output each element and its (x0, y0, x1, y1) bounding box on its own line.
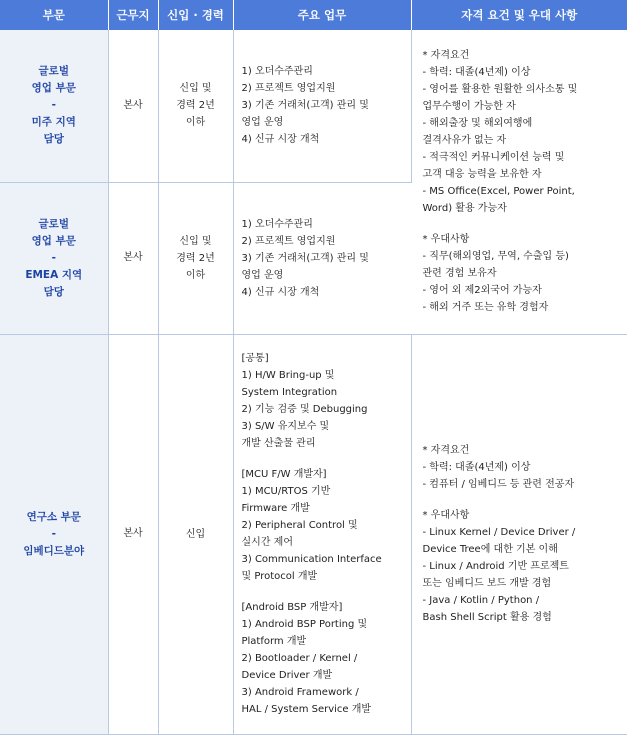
text-line: 2) 기능 검증 및 Debugging (241, 404, 368, 415)
text-line: 1) Android BSP Porting 및 (241, 619, 368, 630)
duties-cell (233, 334, 411, 734)
text-line: 경력 2년 (176, 252, 215, 264)
text-line: 연구소 부문 (26, 510, 81, 523)
header-requirements: 자격 요건 및 우대 사항 (411, 0, 627, 30)
text-line: 영업 운영 (241, 269, 284, 281)
text-line: 실시간 제어 (241, 537, 293, 548)
text-line: 미주 지역 (31, 116, 76, 129)
text-line: EMEA 지역 (25, 268, 83, 281)
text-line: 담당 (43, 133, 64, 146)
text-line: 및 Protocol 개발 (241, 571, 318, 582)
text-line: 3) 기존 거래처(고객) 관리 및 (241, 252, 369, 264)
text-line: 글로벌 (38, 65, 69, 78)
career-cell (158, 30, 233, 182)
text-line: 고객 대응 능력을 보유한 자 (422, 169, 542, 181)
text-line: 경력 2년 (176, 100, 215, 112)
text-line: - (51, 99, 56, 112)
header-duties: 주요 업무 (233, 0, 411, 30)
career-cell (158, 334, 233, 734)
duties-cell (233, 30, 411, 182)
text-line: 1) 오더수주관리 (241, 66, 313, 78)
table-row (0, 334, 627, 734)
text-line: * 우대사항 (422, 234, 470, 246)
text-line: Word) 활용 가능자 (422, 203, 507, 215)
text-line: 2) 프로젝트 영업지원 (241, 235, 336, 247)
text-line: - (51, 251, 56, 264)
text-line: 3) 기존 거래처(고객) 관리 및 (241, 100, 369, 112)
text-line: 영업 부문 (31, 82, 76, 95)
text-line: 이하 (185, 269, 206, 281)
location-cell: 본사 (108, 30, 158, 182)
text-line: [공통] (241, 353, 269, 364)
requirements-cell (411, 30, 627, 334)
text-line: 2) Peripheral Control 및 (241, 520, 358, 531)
table-header-row (0, 0, 627, 30)
text-line (242, 585, 405, 599)
text-line (242, 452, 405, 466)
text-line: 글로벌 (38, 217, 69, 230)
text-line: 4) 신규 시장 개척 (241, 286, 320, 298)
text-line: 3) Communication Interface (241, 554, 382, 565)
text-line (423, 493, 622, 507)
text-line: 4) 신규 시장 개척 (241, 134, 320, 146)
header-location: 근무지 (108, 0, 158, 30)
table-row (0, 30, 627, 182)
dept-cell (0, 334, 108, 734)
requirements-cell (411, 334, 627, 734)
text-line: 개발 산출물 관리 (241, 438, 316, 449)
text-line: 1) H/W Bring-up 및 (241, 370, 335, 381)
header-dept: 부문 (0, 0, 108, 30)
text-line: Bash Shell Script 활용 경험 (422, 612, 552, 623)
text-line: - 적극적인 커뮤니케이션 능력 및 (422, 152, 565, 164)
text-line: - (51, 527, 56, 540)
text-line: Platform 개발 (241, 636, 307, 647)
location-cell: 본사 (108, 182, 158, 334)
text-line: * 우대사항 (422, 510, 470, 521)
dept-cell (0, 182, 108, 334)
text-line: 관련 경험 보유자 (422, 268, 497, 280)
text-line: 신입 (185, 528, 206, 540)
text-line: - Linux Kernel / Device Driver / (422, 527, 576, 538)
text-line: - 해외출장 및 해외여행에 (422, 118, 533, 130)
text-line: - 학력: 대졸(4년제) 이상 (422, 67, 531, 79)
text-line: 2) 프로젝트 영업지원 (241, 83, 336, 95)
location-cell: 본사 (108, 334, 158, 734)
text-line: 2) Bootloader / Kernel / (241, 653, 358, 664)
career-cell (158, 182, 233, 334)
text-line: - 해외 거주 또는 유학 경험자 (422, 302, 549, 314)
text-line (423, 217, 622, 231)
duties-cell (233, 182, 411, 334)
text-line: - 영어를 활용한 원활한 의사소통 및 (422, 84, 578, 96)
text-line: 임베디드분야 (23, 544, 85, 557)
text-line: 이하 (185, 117, 206, 129)
text-line: 신입 및 (179, 83, 212, 95)
header-career: 신입 · 경력 (158, 0, 233, 30)
text-line: 담당 (43, 285, 64, 298)
text-line: 1) MCU/RTOS 기반 (241, 486, 331, 497)
text-line: System Integration (241, 387, 338, 398)
dept-cell (0, 30, 108, 182)
text-line: 업무수행이 가능한 자 (422, 101, 516, 113)
text-line: Device Tree에 대한 기본 이해 (422, 544, 558, 555)
text-line: - 직무(해외영업, 무역, 수출입 등) (422, 251, 569, 263)
text-line: 1) 오더수주관리 (241, 218, 313, 230)
text-line: 3) S/W 유지보수 및 (241, 421, 330, 432)
text-line: 3) Android Framework / (241, 687, 359, 698)
text-line: * 자격요건 (422, 50, 470, 62)
text-line: Firmware 개발 (241, 503, 310, 514)
text-line: Device Driver 개발 (241, 670, 333, 681)
text-line: - 영어 외 제2외국어 가능자 (422, 285, 542, 297)
text-line: 영업 운영 (241, 117, 284, 129)
text-line: 영업 부문 (31, 234, 76, 247)
text-line: 신입 및 (179, 235, 212, 247)
text-line: [Android BSP 개발자] (241, 602, 343, 613)
text-line: HAL / System Service 개발 (241, 704, 372, 715)
text-line: - Java / Kotlin / Python / (422, 595, 540, 606)
text-line: [MCU F/W 개발자] (241, 469, 327, 480)
text-line: - 학력: 대졸(4년제) 이상 (422, 462, 531, 473)
text-line: 또는 임베디드 보드 개발 경험 (422, 578, 552, 589)
text-line: * 자격요건 (422, 445, 470, 456)
text-line: - Linux / Android 기반 프로젝트 (422, 561, 569, 572)
text-line: - 컴퓨터 / 임베디드 등 관련 전공자 (422, 479, 575, 490)
text-line: - MS Office(Excel, Power Point, (422, 186, 575, 198)
text-line: 결격사유가 없는 자 (422, 135, 507, 147)
